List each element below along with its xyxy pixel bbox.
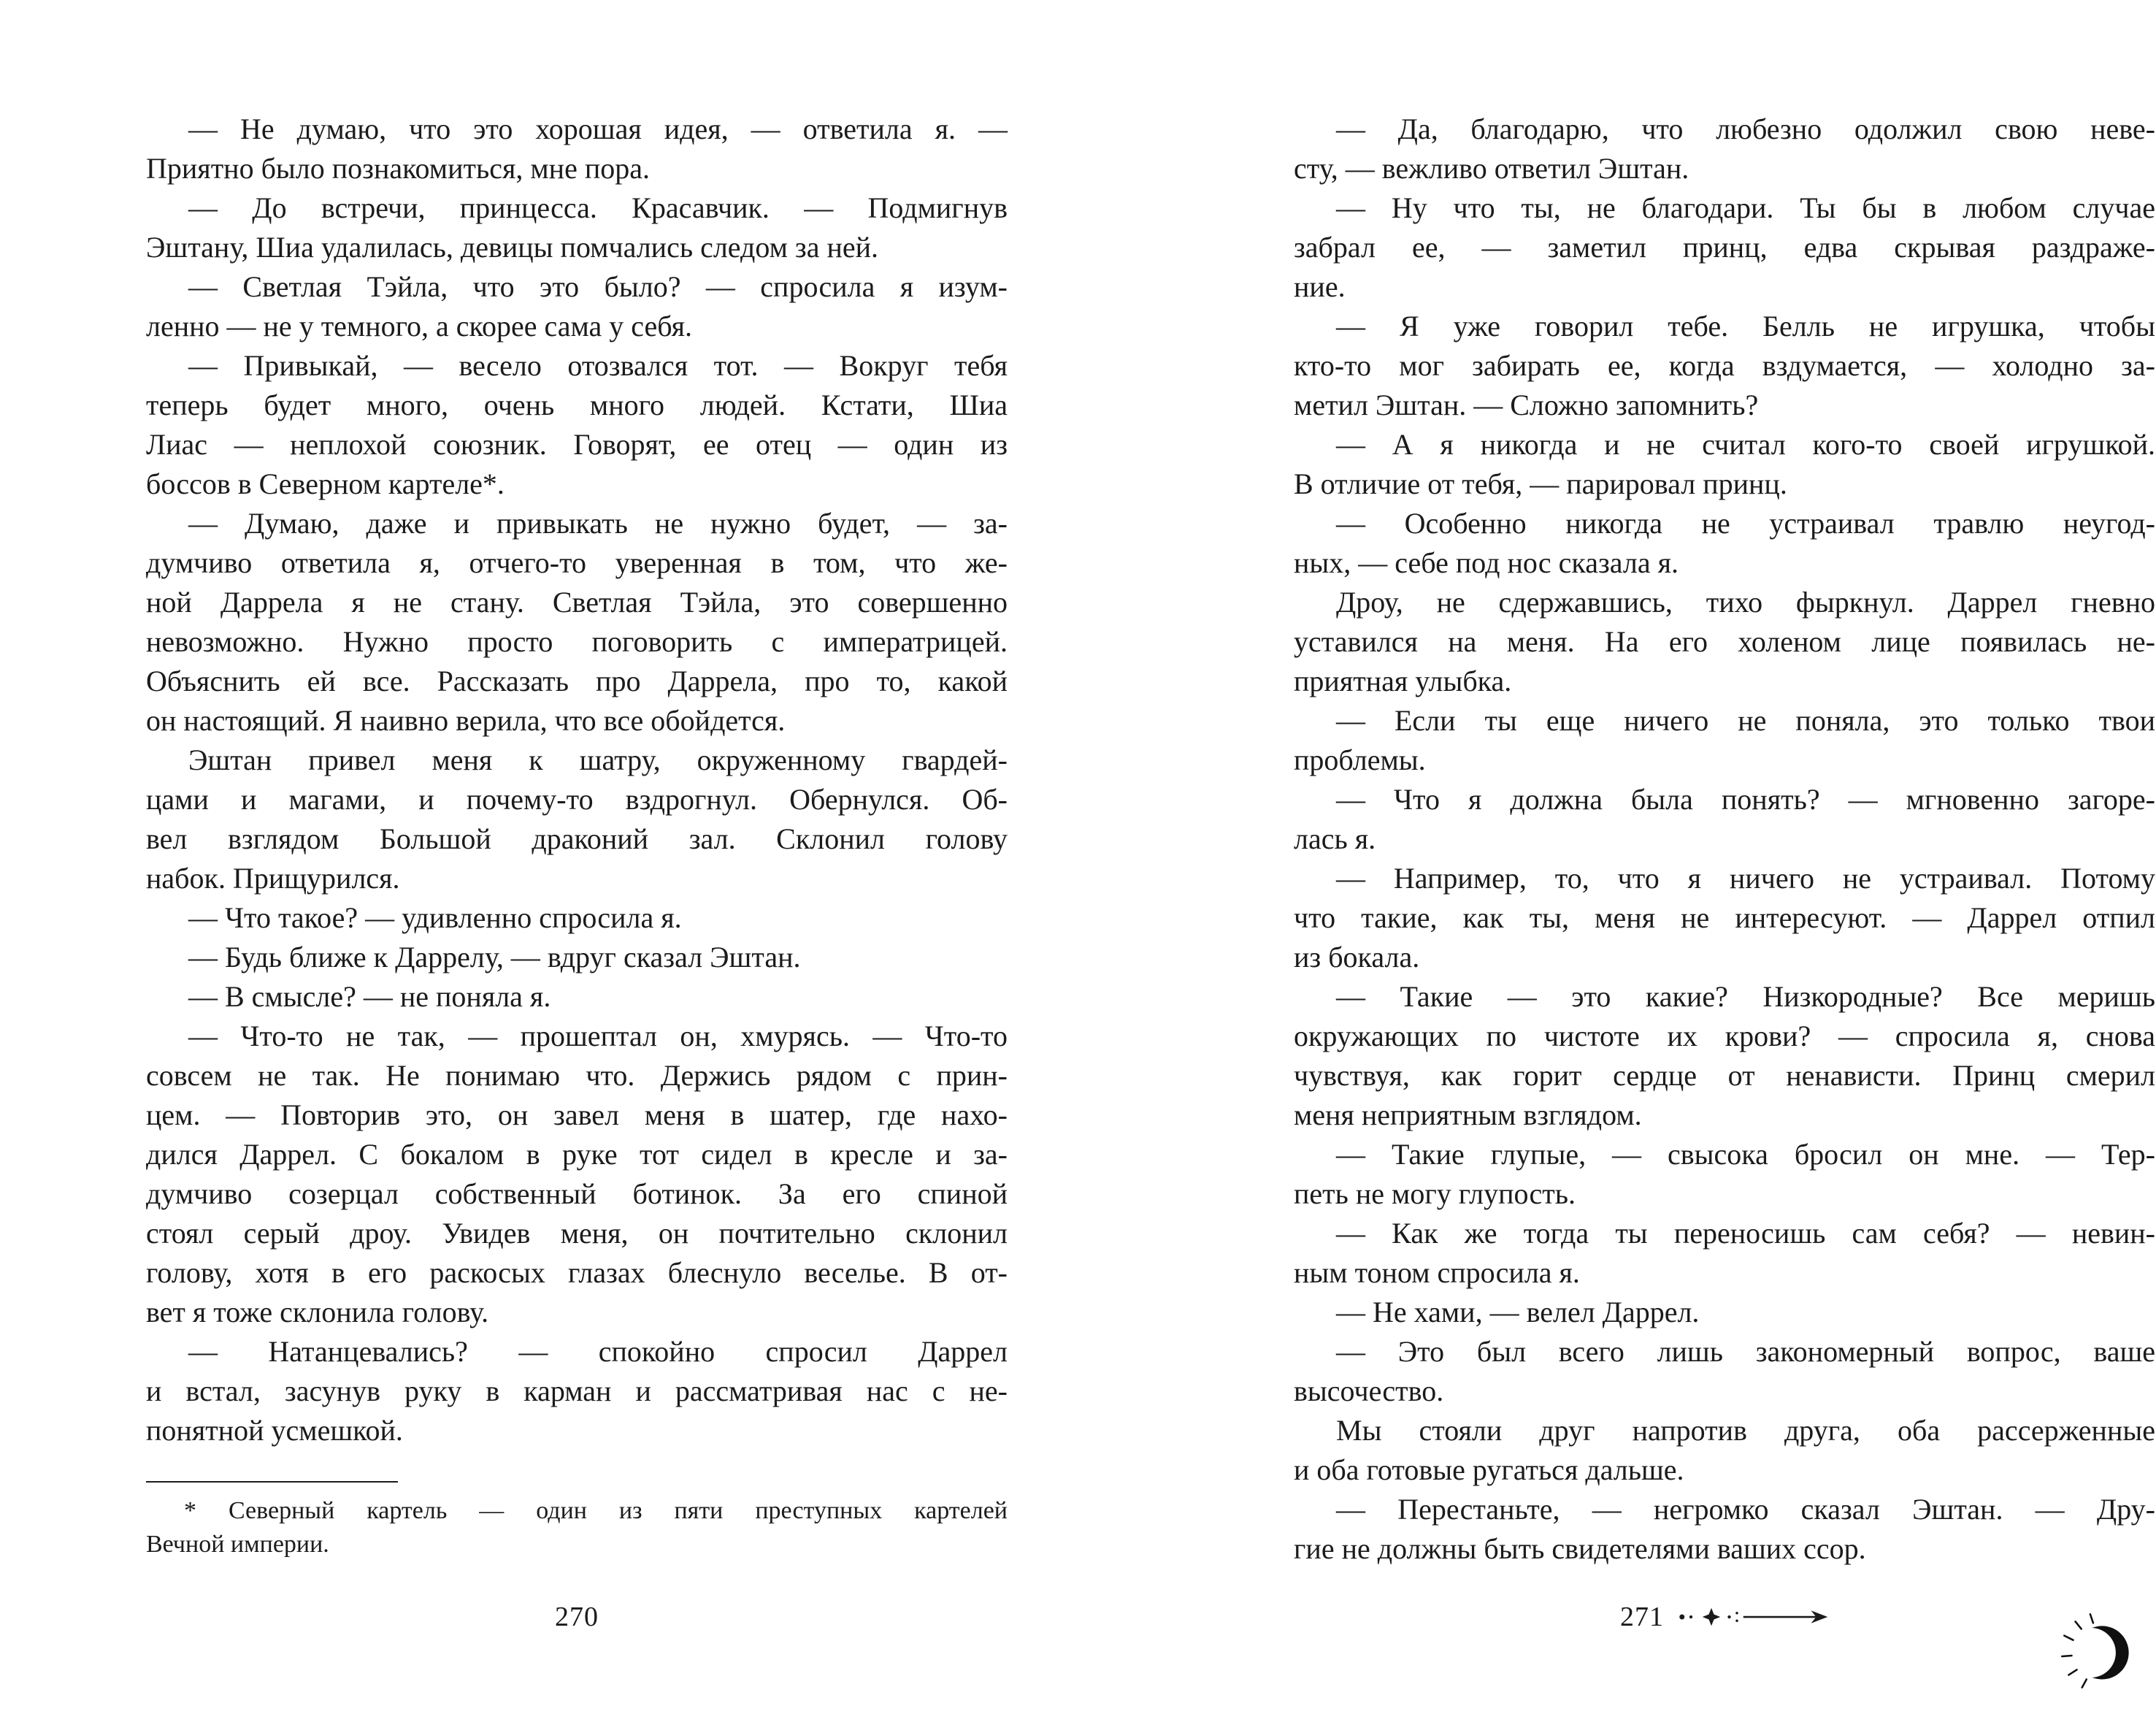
text-line: — Привыкай, — весело отозвался тот. — Вокруг тебя [188, 349, 1008, 382]
text-line: Объяснить ей все. Рассказать про Даррела, про то, какой [146, 665, 1008, 697]
text-line: — До встречи, принцесса. Красавчик. — Подмигнув [188, 191, 1008, 224]
text-line: — Светлая Тэйла, что это было? — спросила я изум- [188, 270, 1008, 303]
paragraph [146, 267, 1008, 346]
text-line: — Думаю, даже и привыкать не нужно будет, — за- [188, 507, 1008, 540]
text-line: он настоящий. Я наивно верила, что все обойдется. [146, 704, 786, 737]
text-line: из бокала. [1294, 941, 1420, 974]
crescent-moon-icon [2049, 1607, 2145, 1703]
text-line: петь не могу глупость. [1294, 1177, 1576, 1210]
paragraph [1294, 504, 2155, 583]
text-line: ленно — не у темного, а скорее сама у себя. [146, 310, 693, 343]
text-line: кто-то мог забирать ее, когда вздумается, — холодно за- [1294, 349, 2155, 382]
text-line: метил Эштан. — Сложно запомнить? [1294, 389, 1759, 421]
paragraph [146, 504, 1008, 741]
text-line: — Перестаньте, — негромко сказал Эштан. — Дру- [1336, 1493, 2155, 1526]
page-right-text [1294, 110, 2155, 1569]
footnote-line: Вечной империи. [146, 1531, 329, 1558]
paragraph [146, 898, 1008, 938]
paragraph [146, 938, 1008, 977]
text-line: лась я. [1294, 822, 1376, 855]
text-line: и встал, засунув руку в карман и рассматривая нас с не- [146, 1374, 1008, 1407]
footnote [146, 1481, 1008, 1561]
text-line: окружающих по чистоте их крови? — спросила я, снова [1294, 1020, 2155, 1052]
text-line: уставился на меня. На его холеном лице появилась не- [1294, 625, 2155, 658]
text-line: голову, хотя в его раскосых глазах блеснуло веселье. В от- [146, 1256, 1008, 1289]
text-line: — Если ты еще ничего не поняла, это только твои [1336, 704, 2155, 737]
text-line: вел взглядом Большой драконий зал. Склонил голову [146, 822, 1008, 855]
text-line: стоял серый дроу. Увидев меня, он почтительно склонил [146, 1217, 1008, 1250]
text-line: Мы стояли друг напротив друга, оба рассерженные [1336, 1414, 2155, 1447]
text-line: — В смысле? — не поняла я. [188, 980, 551, 1013]
text-line: — Особенно никогда не устраивал травлю неугод- [1336, 507, 2155, 540]
text-line: — Не думаю, что это хорошая идея, — ответила я. — [188, 112, 1008, 145]
paragraph [1294, 1135, 2155, 1214]
text-line: забрал ее, — заметил принц, едва скрывая раздраже- [1294, 231, 2155, 264]
text-line: — Такие — это какие? Низкородные? Все меришь [1336, 980, 2155, 1013]
paragraph [1294, 1293, 2155, 1332]
paragraph [1294, 307, 2155, 425]
paragraph [146, 110, 1008, 188]
text-line: — Да, благодарю, что любезно одолжил свою неве- [1336, 112, 2155, 145]
text-line: что такие, как ты, меня не интересуют. — Даррел отпил [1294, 901, 2155, 934]
text-line: ние. [1294, 270, 1346, 303]
paragraph [1294, 859, 2155, 977]
paragraph [1294, 583, 2155, 701]
paragraph [146, 188, 1008, 267]
text-line: высочество. [1294, 1374, 1444, 1407]
paragraph [1294, 110, 2155, 188]
text-line: ным тоном спросила я. [1294, 1256, 1580, 1289]
arrow-flourish-icon [1676, 1605, 1829, 1629]
text-line: проблемы. [1294, 743, 1426, 776]
text-line: ных, — себе под нос сказала я. [1294, 546, 1679, 579]
text-line: — Будь ближе к Даррелу, — вдруг сказал Эштан. [188, 941, 801, 974]
text-line: — Например, то, что я ничего не устраивал. Потому [1336, 862, 2155, 895]
page-number-left: 270 [555, 1602, 599, 1632]
text-line: Дроу, не сдержавшись, тихо фыркнул. Даррел гневно [1336, 586, 2155, 619]
text-line: — Натанцевались? — спокойно спросил Даррел [188, 1335, 1008, 1368]
paragraph [1294, 1214, 2155, 1293]
text-line: сту, — вежливо ответил Эштан. [1294, 152, 1689, 185]
paragraph [146, 1017, 1008, 1332]
text-line: думчиво ответила я, отчего-то уверенная в том, что же- [146, 546, 1008, 579]
paragraph [1294, 780, 2155, 859]
text-line: вет я тоже склонила голову. [146, 1296, 489, 1328]
text-line: — Не хами, — велел Даррел. [1336, 1296, 1700, 1328]
text-line: невозможно. Нужно просто поговорить с императрицей. [146, 625, 1008, 658]
text-line: — А я никогда и не считал кого-то своей игрушкой. [1336, 428, 2155, 461]
footnote-lines [146, 1494, 1008, 1561]
paragraph [1294, 1490, 2155, 1569]
text-line: — Это был всего лишь закономерный вопрос, ваше [1336, 1335, 2155, 1368]
text-line: меня неприятным взглядом. [1294, 1098, 1642, 1131]
text-line: — Что-то не так, — прошептал он, хмурясь. — Что-то [188, 1020, 1008, 1052]
text-line: Эштану, Шиа удалилась, девицы помчались следом за ней. [146, 231, 879, 264]
text-line: боссов в Северном картеле*. [146, 467, 505, 500]
text-line: совсем не так. Не понимаю что. Держись рядом с прин- [146, 1059, 1008, 1092]
text-line: цами и магами, и почему-то вздрогнул. Обернулся. Об- [146, 783, 1008, 816]
text-line: — Как же тогда ты переносишь сам себя? — невин- [1336, 1217, 2155, 1250]
paragraph [146, 741, 1008, 898]
paragraph [146, 977, 1008, 1017]
text-line: и оба готовые ругаться дальше. [1294, 1453, 1684, 1486]
text-line: — Я уже говорил тебе. Белль не игрушка, чтобы [1336, 310, 2155, 343]
text-line: гие не должны быть свидетелями ваших ссор. [1294, 1532, 1866, 1565]
paragraph [1294, 701, 2155, 780]
paragraph [146, 346, 1008, 504]
text-line: теперь будет много, очень много людей. Кстати, Шиа [146, 389, 1008, 421]
text-line: думчиво созерцал собственный ботинок. За его спиной [146, 1177, 1008, 1210]
paragraph [146, 1332, 1008, 1450]
text-line: Приятно было познакомиться, мне пора. [146, 152, 650, 185]
text-line: — Что такое? — удивленно спросила я. [188, 901, 682, 934]
text-line: чувствуя, как горит сердце от ненависти. Принц смерил [1294, 1059, 2155, 1092]
text-line: — Такие глупые, — свысока бросил он мне. — Тер- [1336, 1138, 2155, 1171]
text-line: цем. — Повторив это, он завел меня в шатер, где нахо- [146, 1098, 1008, 1131]
paragraph [1294, 1411, 2155, 1490]
text-line: ной Даррела я не стану. Светлая Тэйла, это совершенно [146, 586, 1008, 619]
text-line: понятной усмешкой. [146, 1414, 403, 1447]
page-left-text [146, 110, 1008, 1450]
footnote-line: * Северный картель — один из пяти преступных картелей [184, 1497, 1008, 1524]
text-line: Эштан привел меня к шатру, окруженному гвардей- [188, 743, 1008, 776]
text-line: приятная улыбка. [1294, 665, 1512, 697]
text-line: — Что я должна была понять? — мгновенно загоре- [1336, 783, 2155, 816]
text-line: Лиас — неплохой союзник. Говорят, ее отец — один из [146, 428, 1008, 461]
paragraph [1294, 977, 2155, 1135]
text-line: — Ну что ты, не благодари. Ты бы в любом случае [1336, 191, 2155, 224]
text-line: дился Даррел. С бокалом в руке тот сидел в кресле и за- [146, 1138, 1008, 1171]
text-line: В отличие от тебя, — парировал принц. [1294, 467, 1787, 500]
paragraph [1294, 1332, 2155, 1411]
text-line: набок. Прищурился. [146, 862, 400, 895]
paragraph [1294, 188, 2155, 307]
page-number-right-row [1294, 1601, 2155, 1633]
page-number-right: 271 [1620, 1602, 1664, 1632]
footnote-divider [146, 1481, 398, 1483]
paragraph [1294, 425, 2155, 504]
